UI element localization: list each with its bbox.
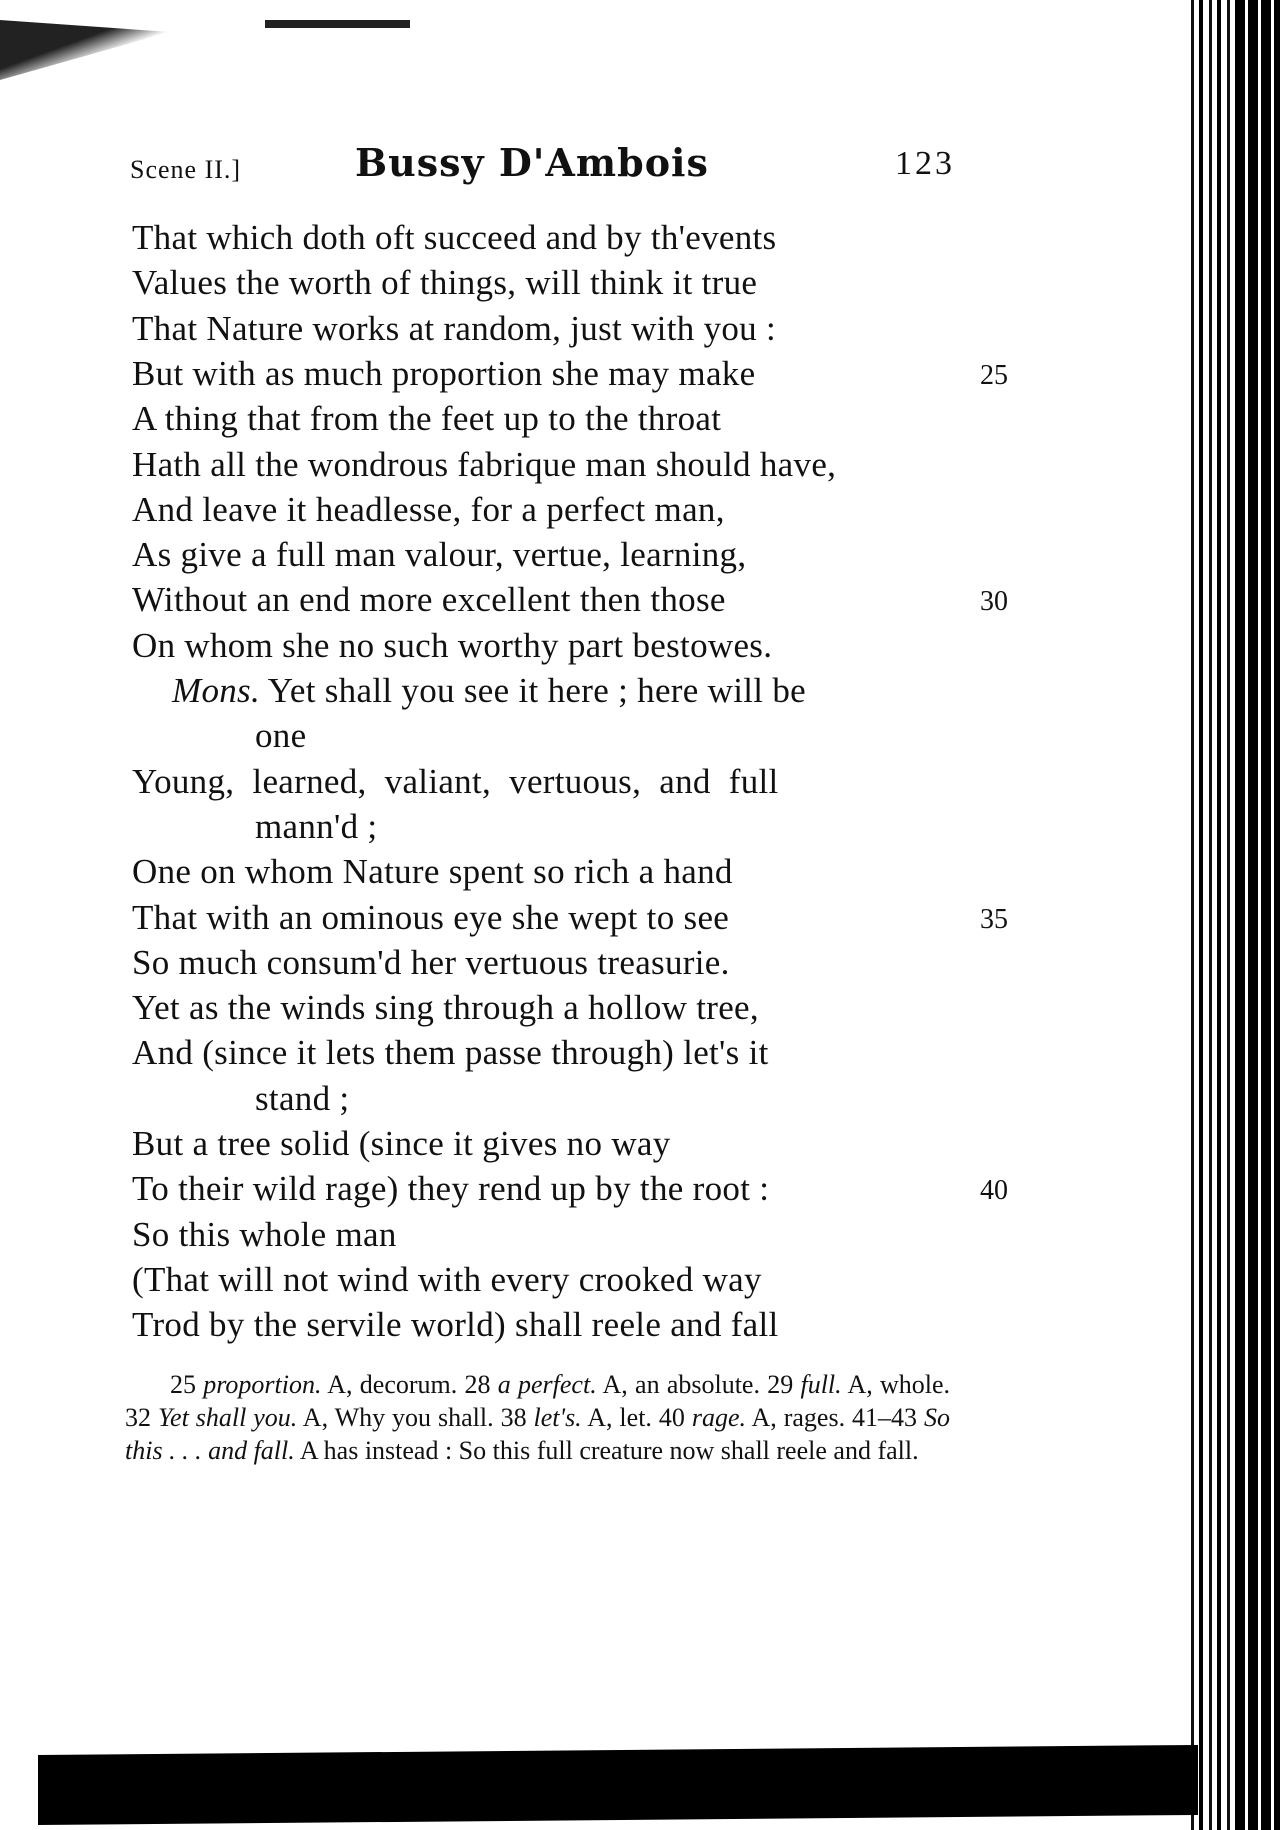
- verse-line: [132, 626, 772, 666]
- verse-text: (That will not wind with every crooked way: [132, 1259, 762, 1299]
- verse-line: [132, 399, 721, 439]
- verse-line: [132, 490, 725, 530]
- verse-text: As give a full man valour, vertue, learning,: [132, 535, 747, 575]
- verse-text: So this whole man: [132, 1214, 397, 1254]
- footnote-lemma: full.: [800, 1370, 842, 1399]
- verse-text: Yet shall you see it here ; here will be: [260, 671, 806, 710]
- footnote-line-ref: 28: [464, 1370, 498, 1399]
- verse-text: That which doth oft succeed and by th'events: [132, 218, 777, 257]
- verse-text: But with as much proportion she may make: [132, 353, 756, 393]
- line-number: 40: [980, 1175, 1008, 1207]
- verse-line: [132, 1124, 671, 1164]
- verse-line: [255, 716, 306, 756]
- verse-text: That Nature works at random, just with you :: [132, 308, 777, 348]
- verse-text: A thing that from the feet up to the throat: [132, 399, 722, 439]
- running-head-scene: Scene II.]: [130, 155, 242, 184]
- verse-line: [255, 1079, 349, 1119]
- verse-text: Values the worth of things, will think it true: [132, 263, 758, 303]
- verse-text: Trod by the servile world) shall reele and fall: [132, 1305, 779, 1345]
- verse-text: Hath all the wondrous fabrique man should have,: [132, 444, 837, 484]
- footnote-note: A, decorum.: [321, 1370, 465, 1399]
- verse-text: stand ;: [255, 1078, 350, 1118]
- footnote-note: A, an absolute.: [596, 1370, 768, 1399]
- verse-line: [132, 988, 759, 1028]
- verse-line: [132, 1033, 769, 1073]
- footnote-lemma: let's.: [533, 1403, 582, 1432]
- footnote-line-ref: 41–43: [852, 1403, 924, 1432]
- footnote: [767, 1370, 950, 1399]
- verse-text: And (since it lets them passe through) let's it: [132, 1033, 769, 1073]
- verse-text: Yet as the winds sing through a hollow tree,: [132, 988, 759, 1028]
- footnote-note: A has instead : So this full creature now shall reele and fall.: [294, 1436, 919, 1465]
- verse-line: [132, 943, 730, 983]
- verse-text: But a tree solid (since it gives no way: [132, 1124, 671, 1163]
- page-edge-dark: [1235, 0, 1280, 1830]
- verse-line: [132, 445, 836, 485]
- footnote-lemma: rage.: [691, 1403, 746, 1432]
- verse-text: On whom she no such worthy part bestowes.: [132, 625, 773, 665]
- verse-line: [132, 218, 776, 258]
- verse-text: To their wild rage) they rend up by the root :: [132, 1169, 770, 1209]
- footnote: [659, 1403, 852, 1432]
- verse-text: One on whom Nature spent so rich a hand: [132, 852, 733, 892]
- scan-mark: [265, 20, 410, 28]
- footnote-line-ref: 29: [767, 1370, 801, 1399]
- verse-line: [132, 1169, 769, 1209]
- verse-line: [132, 535, 746, 575]
- footnote: [501, 1403, 659, 1432]
- bottom-scan-shadow: [38, 1745, 1198, 1825]
- footnote-lemma: So this . . . and fall.: [125, 1403, 950, 1465]
- speaker-name: Mons.: [172, 671, 261, 710]
- verse-line: [132, 898, 729, 938]
- footnote-note: A, let.: [581, 1403, 659, 1432]
- scan-smudge: [0, 20, 170, 80]
- verse-line: [132, 1260, 762, 1300]
- verse-line: [255, 807, 377, 847]
- verse-text: So much consum'd her vertuous treasurie.: [132, 942, 730, 982]
- footnote-lemma: proportion.: [203, 1370, 322, 1399]
- verse-text: And leave it headlesse, for a perfect man,: [132, 489, 725, 529]
- verse-line: [132, 1305, 779, 1345]
- footnote-lemma: a perfect.: [497, 1370, 597, 1399]
- verse-text: mann'd ;: [255, 806, 378, 846]
- verse-line: [172, 671, 806, 711]
- footnote-line-ref: 40: [658, 1403, 692, 1432]
- page-number: 123: [895, 145, 955, 182]
- footnote: [170, 1370, 465, 1399]
- line-number: 25: [980, 359, 1008, 391]
- verse-text: Young, learned, valiant, vertuous, and full: [132, 761, 779, 801]
- footnote: [125, 1403, 501, 1432]
- verse-line: [132, 762, 779, 802]
- footnote-lemma: Yet shall you.: [157, 1403, 298, 1432]
- footnote-note: A, rages.: [746, 1403, 853, 1432]
- footnote-note: A, Why you shall.: [297, 1403, 501, 1432]
- verse-text: That with an ominous eye she wept to see: [132, 897, 730, 937]
- verse-line: [132, 580, 726, 620]
- verse-line: [132, 1215, 397, 1255]
- verse-line: [132, 309, 776, 349]
- footnote-note: A, whole.: [841, 1370, 951, 1399]
- verse-text: Without an end more excellent then those: [132, 580, 726, 620]
- verse-line: [132, 852, 733, 892]
- verse-line: [132, 354, 755, 394]
- verse-line: [132, 263, 757, 303]
- footnote: [465, 1370, 768, 1399]
- footnote-line-ref: 25: [170, 1370, 204, 1399]
- footnotes: [125, 1368, 950, 1467]
- verse-text: one: [255, 716, 307, 756]
- running-head-title: Bussy D'Ambois: [355, 140, 709, 185]
- footnote-line-ref: 32: [125, 1403, 158, 1432]
- footnote-line-ref: 38: [500, 1403, 534, 1432]
- line-number: 35: [980, 903, 1008, 935]
- line-number: 30: [980, 586, 1008, 618]
